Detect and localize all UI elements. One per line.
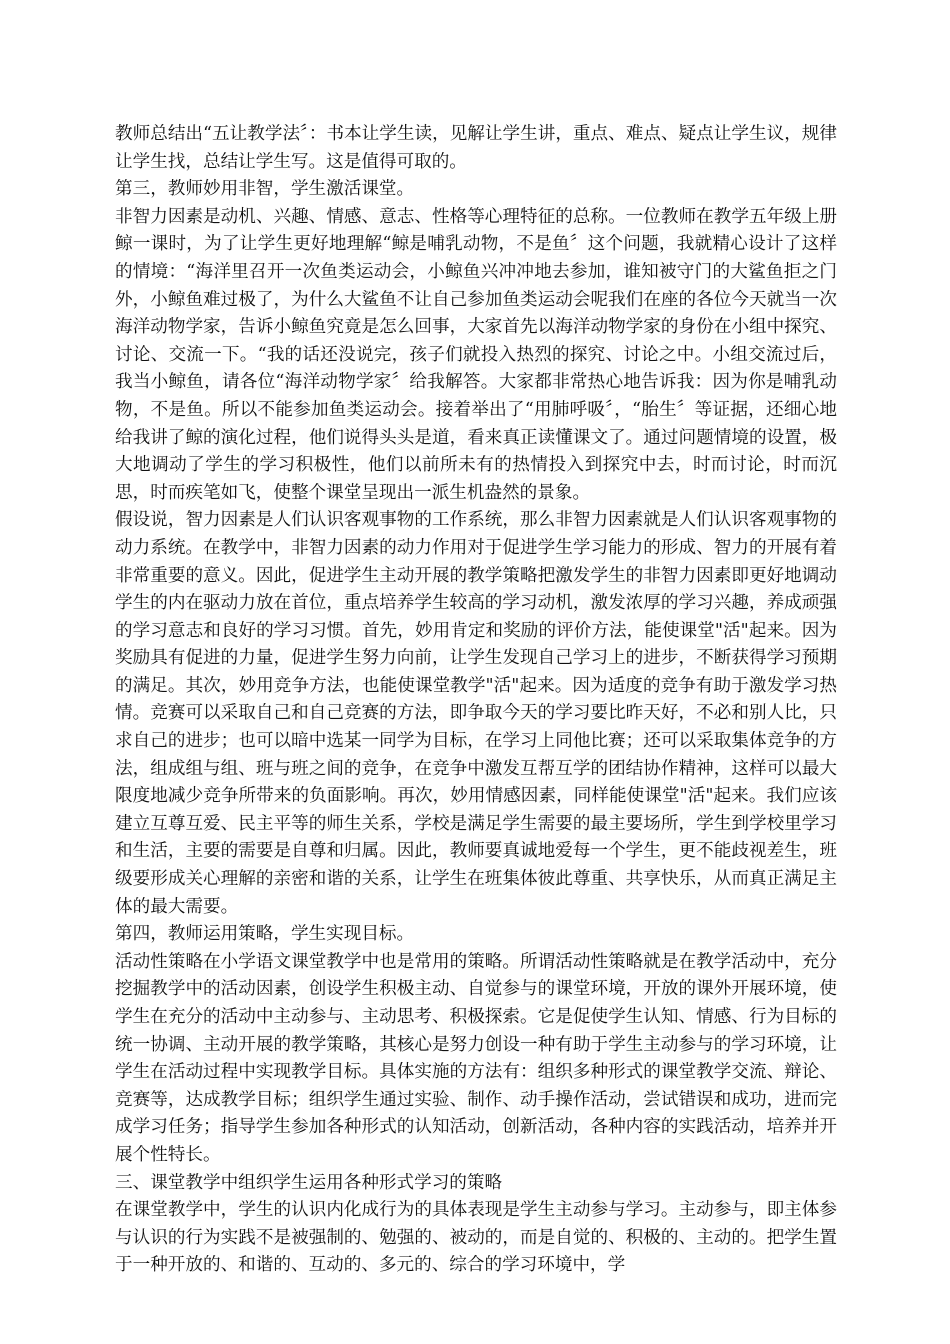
heading-fourth-strategy: 第四，教师运用策略，学生实现目标。	[115, 924, 415, 945]
paragraph-non-intellectual-factors: 假设说，智力因素是人们认识客观事物的工作系统，那么非智力因素就是人们认识客观事物的动力系统。在教学中，非智力因素的动力作用对于促进学生学习能力的形成、智力的开展有着非常重要的意义。因此，促进学生主动开展的教学策略把激发学生的非智力因素即更好地调动学生的内在驱动力放在首位，重点培养学生较高的学习动机，激发浓厚的学习兴趣，养成顽强的学习意志和良好的学习习惯。首先，妙用肯定和奖励的评价方法，能使课堂"活"起来。因为奖励具有促进的力量，促进学生努力向前，让学生发现自己学习上的进步，不断获得学习预期的满足。其次，妙用竞争方法，也能使课堂教学"活"起来。因为适度的竞争有助于激发学习热情。竞赛可以采取自己和自己竞赛的方法，即争取今天的学习要比昨天好，不必和别人比，只求自己的进步；也可以暗中选某一同学为目标，在学习上同他比赛；还可以采取集体竞争的方法，组成组与组、班与班之间的竞争，在竞争中激发互帮互学的团结协作精神，这样可以最大限度地减少竞争所带来的负面影响。再次，妙用情感因素，同样能使课堂"活"起来。我们应该建立互尊互爱、民主平等的师生关系，学校是满足学生需要的最主要场所，学生到学校里学习和生活，主要的需要是自尊和归属。因此，教师要真诚地爱每一个学生，更不能歧视差生，班级要形成关心理解的亲密和谐的关系，让学生在班集体彼此尊重、共享快乐，从而真正满足主体的最大需要。	[115, 510, 837, 917]
paragraph-activity-strategy: 活动性策略在小学语文课堂教学中也是常用的策略。所谓活动性策略就是在教学活动中，充分挖掘教学中的活动因素，创设学生积极主动、自觉参与的课堂环境，开放的课外开展环境，使学生在充分的活动中主动参与、主动思考、积极探索。它是促使学生认知、情感、行为目标的统一协调、主动开展的教学策略，其核心是努力创设一种有助于学生主动参与的学习环境，让学生在活动过程中实现教学目标。具体实施的方法有：组织多种形式的课堂教学交流、辩论、竞赛等，达成教学目标；组织学生通过实验、制作、动手操作活动，尝试错误和成功，进而完成学习任务；指导学生参加各种形式的认知活动，创新活动，各种内容的实践活动，培养并开展个性特长。	[115, 951, 837, 1165]
section-heading-three: 三、课堂教学中组织学生运用各种形式学习的策略	[115, 1172, 503, 1193]
paragraph-whale-lesson-example: 非智力因素是动机、兴趣、情感、意志、性格等心理特征的总称。一位教师在教学五年级上册鲸一课时，为了让学生更好地理解“鲸是哺乳动物，不是鱼〞这个问题，我就精心设计了这样的情境：“海洋里召开一次鱼类运动会，小鲸鱼兴冲冲地去参加，谁知被守门的大鲨鱼拒之门外，小鲸鱼难过极了，为什么大鲨鱼不让自己参加鱼类运动会呢我们在座的各位今天就当一次海洋动物学家，告诉小鲸鱼究竟是怎么回事，大家首先以海洋动物学家的身份在小组中探究、讨论、交流一下。“我的话还没说完，孩子们就投入热烈的探究、讨论之中。小组交流过后，我当小鲸鱼，请各位“海洋动物学家〞给我解答。大家都非常热心地告诉我：因为你是哺乳动物，不是鱼。所以不能参加鱼类运动会。接着举出了“用肺呼吸〞，“胎生〞等证据，还细心地给我讲了鲸的演化过程，他们说得头头是道，看来真正读懂课文了。通过问题情境的设置，极大地调动了学生的学习积极性，他们以前所未有的热情投入到探究中去，时而讨论，时而沉思，时而疾笔如飞，使整个课堂呈现出一派生机盎然的景象。	[115, 206, 837, 503]
heading-third-non-intellectual: 第三，教师妙用非智，学生激活课堂。	[115, 179, 415, 200]
paragraph-active-participation: 在课堂教学中，学生的认识内化成行为的具体表现是学生主动参与学习。主动参与，即主体参与认识的行为实践不是被强制的、勉强的、被动的，而是自觉的、积极的、主动的。把学生置于一种开放的、和谐的、互动的、多元的、综合的学习环境中，学	[115, 1200, 837, 1276]
paragraph-summary-five-let-method: 教师总结出“五让教学法〞：书本让学生读，见解让学生讲，重点、难点、疑点让学生议，规律让学生找，总结让学生写。这是值得可取的。	[115, 124, 837, 172]
document-page	[115, 121, 837, 1280]
